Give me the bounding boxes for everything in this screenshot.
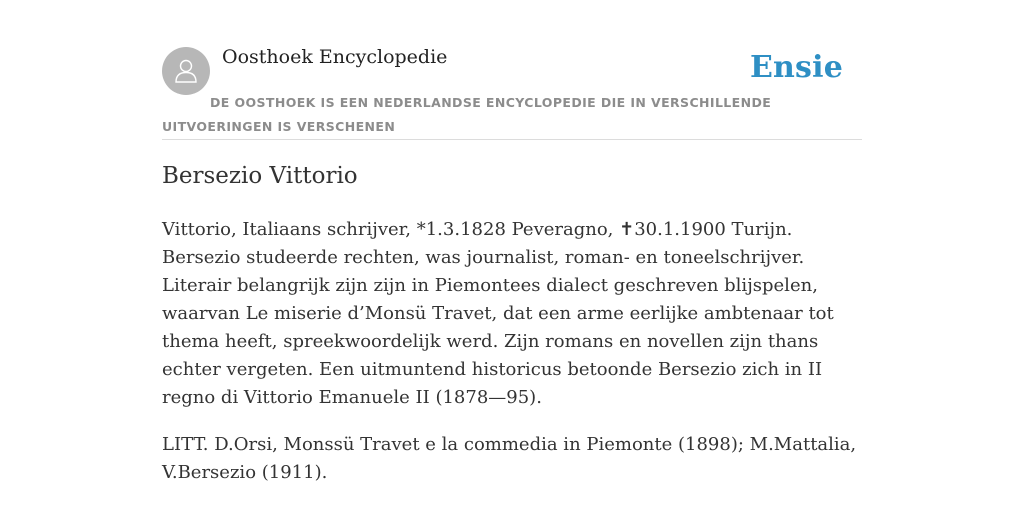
ensie-logo[interactable]: Ensie	[749, 50, 843, 85]
article-title: Bersezio Vittorio	[162, 163, 358, 189]
source-header	[162, 0, 862, 140]
article-card	[162, 0, 862, 512]
article-body: Vittorio, Italiaans schrijver, *1.3.1828 Peveragno, ✝30.1.1900 Turijn. Bersezio studeerde rechten, was journalist, roman- en toneelschrijver. Literair belangrijk zijn zijn in Piemontees dialect geschreven blijspelen, waarvan Le miserie d’Monsü Travet, dat een arme eerlijke ambtenaar tot thema heeft, spreekwoordelijk werd. Zijn romans en novellen zijn thans echter vergeten. Een uitmuntend historicus betoonde Bersezio zich in II regno di Vittorio Emanuele II (1878—95).	[162, 219, 834, 408]
person-outline-icon	[171, 56, 201, 86]
source-name-link[interactable]: Oosthoek Encyclopedie	[222, 46, 448, 68]
source-tagline: DE OOSTHOEK IS EEN NEDERLANDSE ENCYCLOPEDIE DIE IN VERSCHILLENDE UITVOERINGEN IS VERSCHENEN	[162, 95, 772, 134]
article-literature: LITT. D.Orsi, Monssü Travet e la commedia in Piemonte (1898); M.Mattalia, V.Bersezio (1911).	[162, 434, 857, 483]
user-avatar-icon[interactable]	[162, 47, 210, 95]
